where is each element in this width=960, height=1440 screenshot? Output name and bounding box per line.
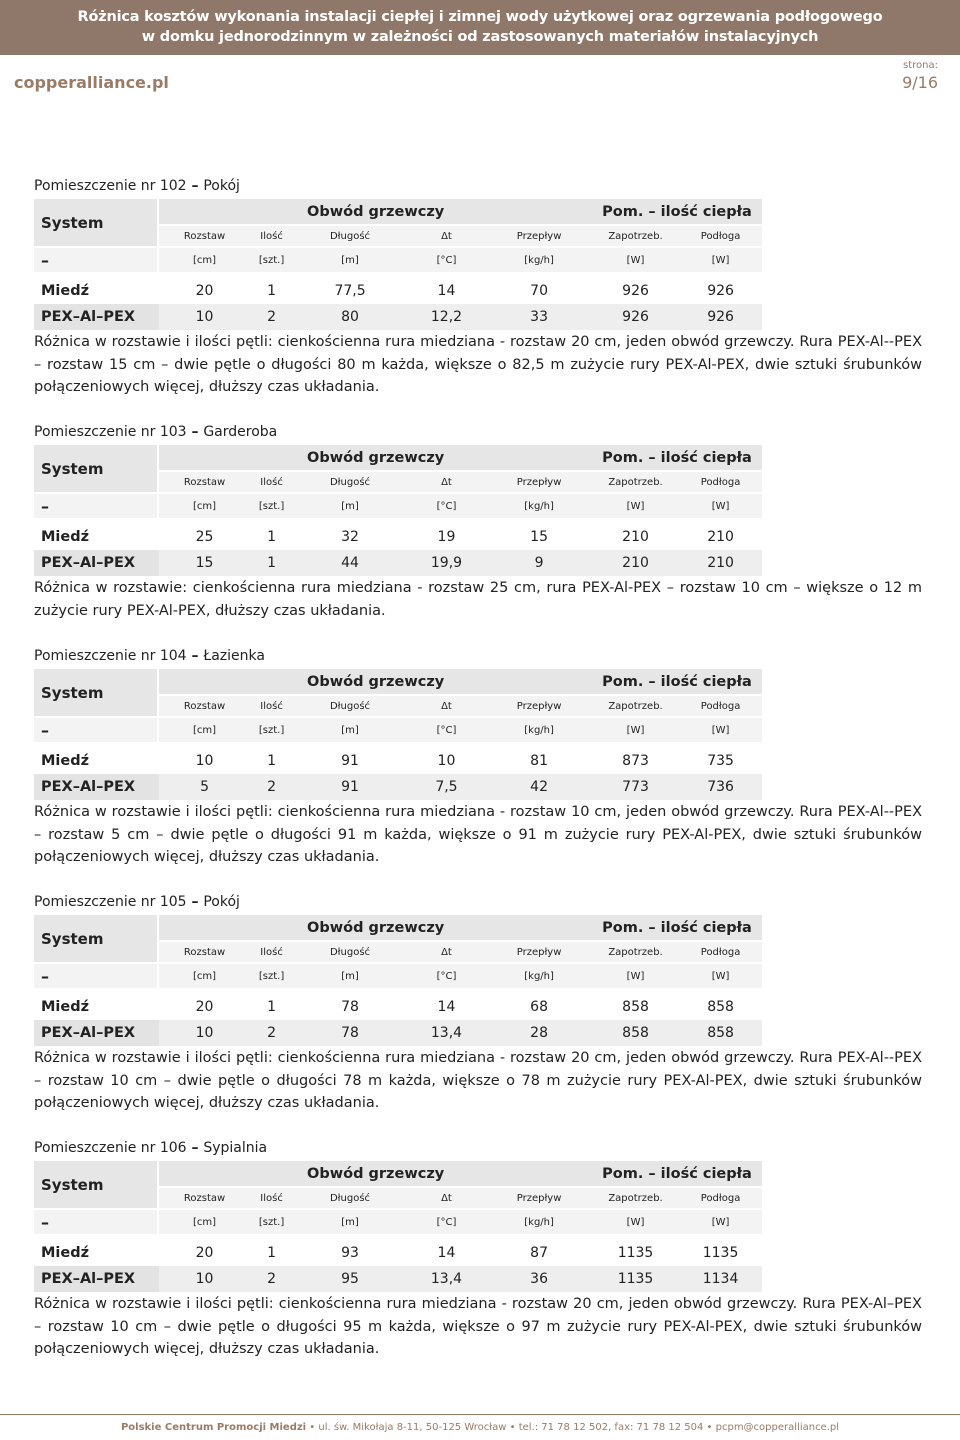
column-header: Zapotrzeb. bbox=[592, 226, 679, 248]
room-note: Różnica w rozstawie i ilości pętli: cienkościenna rura miedziana - rozstaw 20 cm, jeden obwód grzewczy. Rura PEX-Al–PEX – rozstaw 10 cm – dwie pętle o długości 95 m każda, większe o 97 m zużycie rury PEX-Al-PEX, dwie sztuki śrubunków połączeniowych więcej, dłuższy czas układania. bbox=[34, 1296, 922, 1357]
room-title bbox=[34, 1140, 267, 1156]
system-name: PEX–Al–PEX bbox=[34, 1020, 159, 1046]
value-cell: 10 bbox=[159, 1020, 249, 1046]
value-cell: 95 bbox=[293, 1266, 406, 1292]
column-header: Przepływ bbox=[486, 942, 592, 964]
system-name: Miedź bbox=[34, 1240, 159, 1266]
group-header-circuit: Obwód grzewczy bbox=[159, 1161, 592, 1188]
group-header-heat: Pom. – ilość ciepła bbox=[592, 669, 762, 696]
room-number: Pomieszczenie nr 103 bbox=[34, 424, 187, 440]
unit-cell: [szt.] bbox=[250, 718, 294, 742]
value-cell: 210 bbox=[592, 524, 679, 550]
room-title bbox=[34, 894, 240, 910]
value-cell: 33 bbox=[486, 304, 592, 330]
bullet-icon: • bbox=[509, 1422, 519, 1433]
value-cell: 14 bbox=[407, 994, 487, 1020]
column-header: Długość bbox=[293, 472, 406, 494]
room-name: Pokój bbox=[203, 178, 240, 194]
column-header: Ilość bbox=[250, 942, 294, 964]
value-cell: 1 bbox=[250, 748, 294, 774]
column-header: Δt bbox=[407, 472, 487, 494]
column-header: Podłoga bbox=[679, 1188, 762, 1210]
unit-cell: [szt.] bbox=[250, 1210, 294, 1234]
table-row bbox=[34, 524, 762, 550]
unit-cell: [W] bbox=[592, 1210, 679, 1234]
unit-cell: [cm] bbox=[159, 718, 249, 742]
system-header: System bbox=[34, 669, 159, 718]
room-name: Pokój bbox=[203, 894, 240, 910]
group-header-heat: Pom. – ilość ciepła bbox=[592, 199, 762, 226]
document-title bbox=[0, 7, 960, 47]
column-header: Zapotrzeb. bbox=[592, 472, 679, 494]
value-cell: 68 bbox=[486, 994, 592, 1020]
value-cell: 13,4 bbox=[407, 1266, 487, 1292]
site-link[interactable]: copperalliance.pl bbox=[14, 73, 169, 92]
unit-cell: [kg/h] bbox=[486, 494, 592, 518]
unit-cell: [W] bbox=[679, 248, 762, 272]
room-number: Pomieszczenie nr 106 bbox=[34, 1140, 187, 1156]
value-cell: 2 bbox=[250, 774, 294, 800]
column-header: Rozstaw bbox=[159, 696, 249, 718]
bullet-icon: • bbox=[706, 1422, 716, 1433]
unit-cell: [m] bbox=[293, 248, 406, 272]
unit-cell: [W] bbox=[592, 718, 679, 742]
unit-cell: [szt.] bbox=[250, 494, 294, 518]
room-note: Różnica w rozstawie i ilości pętli: cienkościenna rura miedziana - rozstaw 20 cm, jeden obwód grzewczy. Rura PEX-Al--PEX – rozstaw 15 cm – dwie pętle o długości 80 m każda, większe o 82,5 m zużycie rury PEX-Al-PEX, dwie sztuki śrubunków połączeniowych więcej, dłuższy czas układania. bbox=[34, 334, 922, 395]
room-table bbox=[34, 199, 762, 330]
group-header-heat: Pom. – ilość ciepła bbox=[592, 915, 762, 942]
footer-phone: tel.: 71 78 12 502, fax: 71 78 12 504 bbox=[518, 1422, 704, 1433]
value-cell: 20 bbox=[159, 278, 249, 304]
unit-cell: [W] bbox=[679, 964, 762, 988]
unit-dash: – bbox=[34, 248, 159, 272]
unit-cell: [m] bbox=[293, 718, 406, 742]
title-dash: – bbox=[186, 178, 204, 194]
value-cell: 14 bbox=[407, 278, 487, 304]
room-table bbox=[34, 1161, 762, 1292]
unit-cell: [°C] bbox=[407, 248, 487, 272]
unit-cell: [cm] bbox=[159, 494, 249, 518]
table-row bbox=[34, 278, 762, 304]
value-cell: 81 bbox=[486, 748, 592, 774]
value-cell: 14 bbox=[407, 1240, 487, 1266]
unit-cell: [W] bbox=[592, 964, 679, 988]
page-label: strona: bbox=[903, 60, 938, 71]
value-cell: 10 bbox=[407, 748, 487, 774]
value-cell: 28 bbox=[486, 1020, 592, 1046]
column-header: Przepływ bbox=[486, 1188, 592, 1210]
column-header: Ilość bbox=[250, 696, 294, 718]
column-header: Ilość bbox=[250, 472, 294, 494]
value-cell: 858 bbox=[592, 1020, 679, 1046]
system-name: PEX–Al–PEX bbox=[34, 1266, 159, 1292]
value-cell: 36 bbox=[486, 1266, 592, 1292]
value-cell: 1 bbox=[250, 278, 294, 304]
document-title-line1: Różnica kosztów wykonania instalacji ciepłej i zimnej wody użytkowej oraz ogrzewania podłogowego bbox=[77, 9, 883, 25]
room-number: Pomieszczenie nr 105 bbox=[34, 894, 187, 910]
room-note: Różnica w rozstawie i ilości pętli: cienkościenna rura miedziana - rozstaw 10 cm, jeden obwód grzewczy. Rura PEX-Al--PEX – rozstaw 5 cm – dwie pętle o długości 91 m każda, większe o 91 m zużycie rury PEX-Al-PEX, dwie sztuki śrubunków połączeniowych więcej, dłuższy czas układania. bbox=[34, 804, 922, 865]
unit-cell: [W] bbox=[679, 1210, 762, 1234]
title-dash: – bbox=[186, 894, 204, 910]
column-header: Δt bbox=[407, 1188, 487, 1210]
unit-cell: [kg/h] bbox=[486, 718, 592, 742]
column-header: Ilość bbox=[250, 1188, 294, 1210]
column-header: Podłoga bbox=[679, 226, 762, 248]
value-cell: 20 bbox=[159, 994, 249, 1020]
table-row bbox=[34, 1240, 762, 1266]
column-header: Długość bbox=[293, 696, 406, 718]
column-header: Rozstaw bbox=[159, 1188, 249, 1210]
title-dash: – bbox=[186, 1140, 204, 1156]
unit-cell: [W] bbox=[592, 494, 679, 518]
system-name: Miedź bbox=[34, 994, 159, 1020]
value-cell: 926 bbox=[592, 278, 679, 304]
room-table bbox=[34, 445, 762, 576]
value-cell: 873 bbox=[592, 748, 679, 774]
room-name: Garderoba bbox=[203, 424, 278, 440]
column-header: Długość bbox=[293, 942, 406, 964]
value-cell: 91 bbox=[293, 774, 406, 800]
value-cell: 32 bbox=[293, 524, 406, 550]
footer-address: ul. św. Mikołaja 8-11, 50-125 Wrocław bbox=[318, 1422, 507, 1433]
unit-cell: [kg/h] bbox=[486, 964, 592, 988]
table-row bbox=[34, 550, 762, 576]
system-name: Miedź bbox=[34, 748, 159, 774]
footer-divider bbox=[0, 1414, 960, 1415]
value-cell: 926 bbox=[679, 304, 762, 330]
column-header: Podłoga bbox=[679, 696, 762, 718]
room-number: Pomieszczenie nr 102 bbox=[34, 178, 187, 194]
value-cell: 1 bbox=[250, 524, 294, 550]
room-table bbox=[34, 669, 762, 800]
unit-cell: [m] bbox=[293, 964, 406, 988]
unit-dash: – bbox=[34, 494, 159, 518]
system-header: System bbox=[34, 915, 159, 964]
footer-org: Polskie Centrum Promocji Miedzi bbox=[120, 1422, 307, 1433]
column-header: Zapotrzeb. bbox=[592, 1188, 679, 1210]
value-cell: 10 bbox=[159, 1266, 249, 1292]
value-cell: 210 bbox=[679, 550, 762, 576]
column-header: Zapotrzeb. bbox=[592, 942, 679, 964]
unit-cell: [cm] bbox=[159, 248, 249, 272]
column-header: Δt bbox=[407, 696, 487, 718]
unit-cell: [W] bbox=[679, 494, 762, 518]
group-header-circuit: Obwód grzewczy bbox=[159, 199, 592, 226]
value-cell: 2 bbox=[250, 1266, 294, 1292]
table-row bbox=[34, 1020, 762, 1046]
value-cell: 926 bbox=[592, 304, 679, 330]
value-cell: 2 bbox=[250, 304, 294, 330]
value-cell: 19,9 bbox=[407, 550, 487, 576]
system-header: System bbox=[34, 445, 159, 494]
column-header: Długość bbox=[293, 1188, 406, 1210]
value-cell: 1134 bbox=[679, 1266, 762, 1292]
value-cell: 10 bbox=[159, 304, 249, 330]
title-dash: – bbox=[186, 424, 204, 440]
system-name: PEX–Al–PEX bbox=[34, 304, 159, 330]
value-cell: 736 bbox=[679, 774, 762, 800]
value-cell: 210 bbox=[592, 550, 679, 576]
value-cell: 210 bbox=[679, 524, 762, 550]
column-header: Podłoga bbox=[679, 942, 762, 964]
unit-cell: [kg/h] bbox=[486, 1210, 592, 1234]
room-number: Pomieszczenie nr 104 bbox=[34, 648, 187, 664]
value-cell: 926 bbox=[679, 278, 762, 304]
room-note: Różnica w rozstawie: cienkościenna rura miedziana - rozstaw 25 cm, rura PEX-Al-PEX – rozstaw 10 cm – większe o 12 m zużycie rury PEX-Al-PEX, dłuższy czas układania. bbox=[34, 580, 922, 619]
column-header: Przepływ bbox=[486, 696, 592, 718]
value-cell: 2 bbox=[250, 1020, 294, 1046]
value-cell: 858 bbox=[592, 994, 679, 1020]
unit-cell: [szt.] bbox=[250, 248, 294, 272]
value-cell: 773 bbox=[592, 774, 679, 800]
document-title-line2: w domku jednorodzinnym w zależności od zastosowanych materiałów instalacyjnych bbox=[141, 29, 819, 45]
value-cell: 70 bbox=[486, 278, 592, 304]
system-header: System bbox=[34, 1161, 159, 1210]
column-header: Rozstaw bbox=[159, 942, 249, 964]
value-cell: 78 bbox=[293, 994, 406, 1020]
value-cell: 42 bbox=[486, 774, 592, 800]
value-cell: 91 bbox=[293, 748, 406, 774]
room-name: Łazienka bbox=[203, 648, 265, 664]
unit-dash: – bbox=[34, 964, 159, 988]
value-cell: 858 bbox=[679, 1020, 762, 1046]
column-header: Podłoga bbox=[679, 472, 762, 494]
unit-dash: – bbox=[34, 1210, 159, 1234]
unit-cell: [°C] bbox=[407, 1210, 487, 1234]
unit-dash: – bbox=[34, 718, 159, 742]
unit-cell: [m] bbox=[293, 494, 406, 518]
column-header: Ilość bbox=[250, 226, 294, 248]
value-cell: 7,5 bbox=[407, 774, 487, 800]
room-title bbox=[34, 178, 240, 194]
column-header: Rozstaw bbox=[159, 472, 249, 494]
system-name: Miedź bbox=[34, 278, 159, 304]
value-cell: 78 bbox=[293, 1020, 406, 1046]
unit-cell: [W] bbox=[679, 718, 762, 742]
column-header: Długość bbox=[293, 226, 406, 248]
value-cell: 858 bbox=[679, 994, 762, 1020]
value-cell: 13,4 bbox=[407, 1020, 487, 1046]
value-cell: 1 bbox=[250, 1240, 294, 1266]
system-header: System bbox=[34, 199, 159, 248]
value-cell: 1 bbox=[250, 550, 294, 576]
value-cell: 77,5 bbox=[293, 278, 406, 304]
column-header: Przepływ bbox=[486, 472, 592, 494]
room-table bbox=[34, 915, 762, 1046]
value-cell: 19 bbox=[407, 524, 487, 550]
bullet-icon: • bbox=[309, 1422, 319, 1433]
unit-cell: [°C] bbox=[407, 718, 487, 742]
room-note: Różnica w rozstawie i ilości pętli: cienkościenna rura miedziana - rozstaw 20 cm, jeden obwód grzewczy. Rura PEX-Al--PEX – rozstaw 10 cm – dwie pętle o długości 78 m każda, większe o 78 m zużycie rury PEX-Al-PEX, dwie sztuki śrubunków połączeniowych więcej, dłuższy czas układania. bbox=[34, 1050, 922, 1111]
unit-cell: [cm] bbox=[159, 964, 249, 988]
system-name: PEX–Al–PEX bbox=[34, 774, 159, 800]
value-cell: 1135 bbox=[592, 1240, 679, 1266]
footer bbox=[0, 1422, 960, 1433]
unit-cell: [°C] bbox=[407, 494, 487, 518]
column-header: Δt bbox=[407, 942, 487, 964]
table-row bbox=[34, 304, 762, 330]
value-cell: 80 bbox=[293, 304, 406, 330]
value-cell: 9 bbox=[486, 550, 592, 576]
table-row bbox=[34, 1266, 762, 1292]
unit-cell: [kg/h] bbox=[486, 248, 592, 272]
value-cell: 5 bbox=[159, 774, 249, 800]
value-cell: 93 bbox=[293, 1240, 406, 1266]
system-name: Miedź bbox=[34, 524, 159, 550]
column-header: Rozstaw bbox=[159, 226, 249, 248]
value-cell: 44 bbox=[293, 550, 406, 576]
unit-cell: [cm] bbox=[159, 1210, 249, 1234]
value-cell: 735 bbox=[679, 748, 762, 774]
room-title bbox=[34, 648, 265, 664]
column-header: Przepływ bbox=[486, 226, 592, 248]
value-cell: 15 bbox=[159, 550, 249, 576]
value-cell: 20 bbox=[159, 1240, 249, 1266]
value-cell: 1135 bbox=[592, 1266, 679, 1292]
table-row bbox=[34, 994, 762, 1020]
footer-email[interactable]: pcpm@copperalliance.pl bbox=[715, 1422, 840, 1433]
room-name: Sypialnia bbox=[203, 1140, 268, 1156]
page-number: 9/16 bbox=[902, 73, 938, 92]
column-header: Zapotrzeb. bbox=[592, 696, 679, 718]
room-title bbox=[34, 424, 277, 440]
column-header: Δt bbox=[407, 226, 487, 248]
value-cell: 87 bbox=[486, 1240, 592, 1266]
group-header-circuit: Obwód grzewczy bbox=[159, 915, 592, 942]
system-name: PEX–Al–PEX bbox=[34, 550, 159, 576]
unit-cell: [W] bbox=[592, 248, 679, 272]
value-cell: 1 bbox=[250, 994, 294, 1020]
value-cell: 25 bbox=[159, 524, 249, 550]
group-header-circuit: Obwód grzewczy bbox=[159, 669, 592, 696]
title-dash: – bbox=[186, 648, 204, 664]
unit-cell: [m] bbox=[293, 1210, 406, 1234]
value-cell: 1135 bbox=[679, 1240, 762, 1266]
value-cell: 12,2 bbox=[407, 304, 487, 330]
value-cell: 10 bbox=[159, 748, 249, 774]
table-row bbox=[34, 774, 762, 800]
group-header-heat: Pom. – ilość ciepła bbox=[592, 1161, 762, 1188]
unit-cell: [°C] bbox=[407, 964, 487, 988]
table-row bbox=[34, 748, 762, 774]
group-header-heat: Pom. – ilość ciepła bbox=[592, 445, 762, 472]
value-cell: 15 bbox=[486, 524, 592, 550]
unit-cell: [szt.] bbox=[250, 964, 294, 988]
group-header-circuit: Obwód grzewczy bbox=[159, 445, 592, 472]
